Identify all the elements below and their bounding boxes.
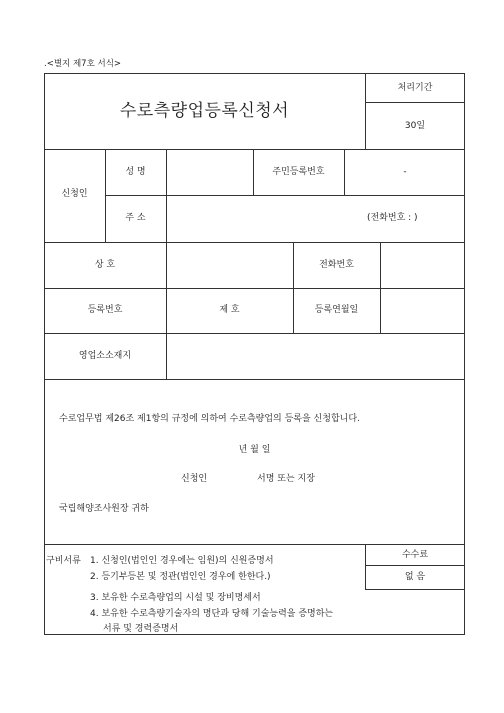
fee-label: 수수료 xyxy=(401,550,429,560)
form-title: 수로측량업등록신청서 xyxy=(119,101,290,121)
document-item: 1. 신청인(법인인 경우에는 임원)의 신원증명서 xyxy=(90,556,274,566)
company-name-field[interactable] xyxy=(167,243,293,288)
declaration-date: 년 월 일 xyxy=(238,445,271,455)
registration-number-label: 등록번호 xyxy=(87,305,123,315)
registration-number-field[interactable]: 제 호 xyxy=(219,305,240,315)
phone-field[interactable] xyxy=(381,243,465,288)
processing-divider xyxy=(365,102,465,103)
address-field[interactable] xyxy=(167,196,365,242)
business-location-field[interactable] xyxy=(167,334,465,379)
registration-date-field[interactable] xyxy=(381,289,465,333)
fee-value: 없 음 xyxy=(404,572,426,582)
location-row-bottom-line xyxy=(44,379,465,380)
applicant-label-divider xyxy=(105,149,106,242)
applicant-section-label: 신청인 xyxy=(61,189,88,199)
fee-divider xyxy=(365,565,465,566)
registration-date-label: 등록연월일 xyxy=(314,305,359,315)
name-label: 성 명 xyxy=(125,167,146,177)
resident-no-field[interactable]: - xyxy=(403,167,407,177)
phone-label: 전화번호 xyxy=(319,260,354,270)
processing-period-value: 30일 xyxy=(404,121,426,131)
declaration-applicant-label: 신청인 xyxy=(181,474,208,484)
document-item: 3. 보유한 수로측량업의 시설 및 장비명세서 xyxy=(90,593,261,603)
resident-no-label: 주민등록번호 xyxy=(272,167,325,177)
declaration-bottom-line xyxy=(44,544,465,545)
signature-label: 서명 또는 지장 xyxy=(257,474,315,484)
name-field[interactable] xyxy=(167,150,253,195)
business-location-label: 영업소소재지 xyxy=(78,351,132,361)
address-label: 주 소 xyxy=(125,213,146,223)
header-bottom-line xyxy=(44,149,465,150)
document-item: 2. 등기부등본 및 정관(법인인 경우에 한한다.) xyxy=(90,572,271,582)
processing-period-label: 처리기간 xyxy=(397,83,433,93)
document-item: 서류 및 경력증명서 xyxy=(103,624,179,634)
declaration-statement: 수로업무법 제26조 제1항의 규정에 의하여 수로측량업의 등록을 신청합니다. xyxy=(59,414,360,424)
business-mid-divider xyxy=(293,242,294,333)
addressee: 국립해양조사원장 귀하 xyxy=(59,504,149,514)
fee-box-bottom xyxy=(365,589,465,590)
required-documents-label: 구비서류 xyxy=(46,556,81,566)
company-name-label: 상 호 xyxy=(94,260,116,270)
form-number-label: .<별지 제7호 서식> xyxy=(44,59,122,69)
document-item: 4. 보유한 수로측량기술자의 명단과 당해 기술능력을 증명하는 xyxy=(90,609,334,619)
address-phone-note: (전화번호 : ) xyxy=(367,213,418,223)
